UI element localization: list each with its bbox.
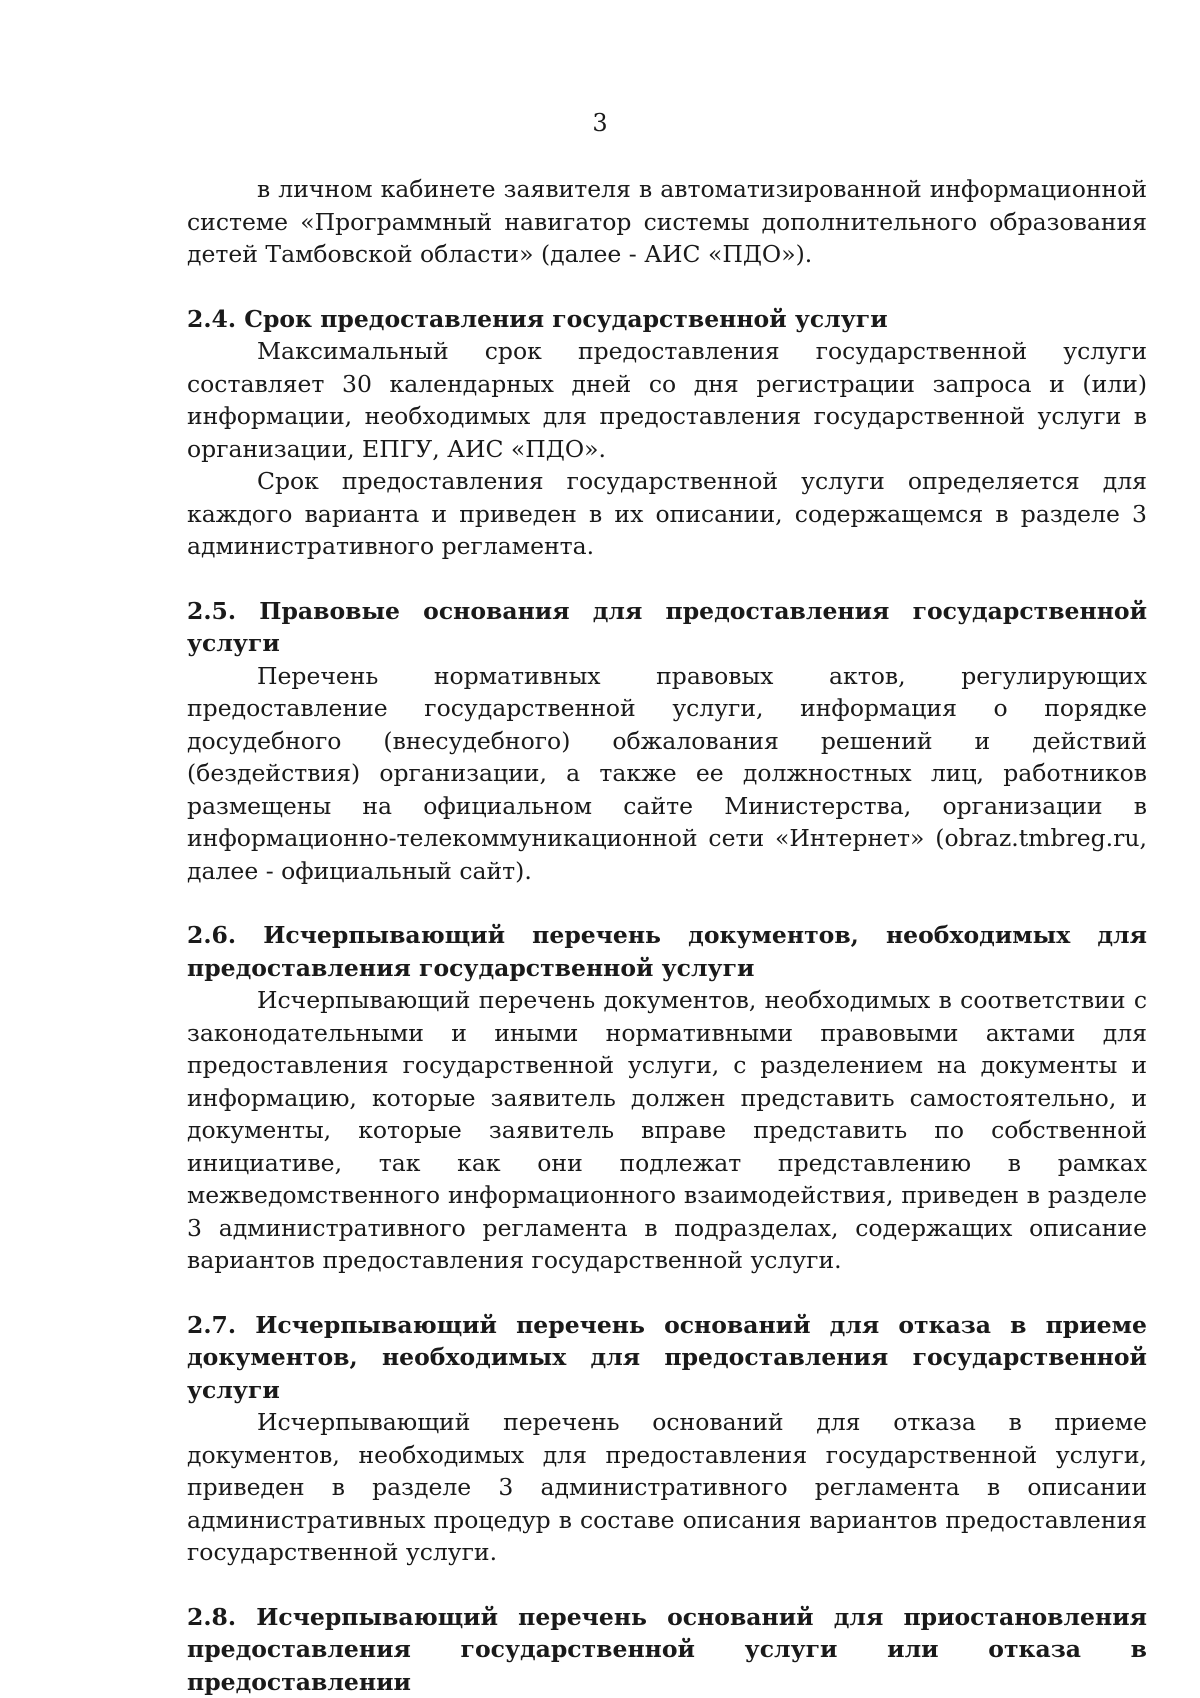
page-number: 3 bbox=[0, 108, 1200, 138]
section-heading: 2.7. Исчерпывающий перечень оснований для отказа в приеме документов, необходимых для предоставления государственной услуги bbox=[187, 1309, 1147, 1407]
section-2-6 bbox=[187, 919, 1147, 1277]
spacer bbox=[187, 563, 1147, 595]
section-2-8 bbox=[187, 1601, 1147, 1698]
document-body bbox=[187, 173, 1147, 1698]
spacer bbox=[187, 1277, 1147, 1309]
intro-paragraph: в личном кабинете заявителя в автоматизированной информационной системе «Программный навигатор системы дополнительного образования детей Тамбовской области» (далее - АИС «ПДО»). bbox=[187, 173, 1147, 271]
section-paragraph: Исчерпывающий перечень документов, необходимых в соответствии с законодательными и иными нормативными правовыми актами для предоставления государственной услуги, с разделением на документы и информацию, которые заявитель должен представить самостоятельно, и документы, которые заявитель вправе представить по собственной инициативе, так как они подлежат представлению в рамках межведомственного информационного взаимодействия, приведен в разделе 3 административного регламента в подразделах, содержащих описание вариантов предоставления государственной услуги. bbox=[187, 984, 1147, 1277]
spacer bbox=[187, 1569, 1147, 1601]
section-paragraph: Перечень нормативных правовых актов, регулирующих предоставление государственной услуги, информация о порядке досудебного (внесудебного) обжалования решений и действий (бездействия) организации, а также ее должностных лиц, работников размещены на официальном сайте Министерства, организации в информационно-телекоммуникационной сети «Интернет» (obraz.tmbreg.ru, далее - официальный сайт). bbox=[187, 660, 1147, 888]
section-paragraph: Исчерпывающий перечень оснований для отказа в приеме документов, необходимых для предоставления государственной услуги, приведен в разделе 3 административного регламента в описании административных процедур в составе описания вариантов предоставления государственной услуги. bbox=[187, 1406, 1147, 1569]
section-heading: 2.4. Срок предоставления государственной услуги bbox=[187, 303, 1147, 336]
section-heading: 2.5. Правовые основания для предоставления государственной услуги bbox=[187, 595, 1147, 660]
section-2-7 bbox=[187, 1309, 1147, 1569]
spacer bbox=[187, 887, 1147, 919]
section-2-4 bbox=[187, 303, 1147, 563]
section-paragraph: Максимальный срок предоставления государственной услуги составляет 30 календарных дней со дня регистрации запроса и (или) информации, необходимых для предоставления государственной услуги в организации, ЕПГУ, АИС «ПДО». bbox=[187, 335, 1147, 465]
section-2-5 bbox=[187, 595, 1147, 888]
section-paragraph: Срок предоставления государственной услуги определяется для каждого варианта и приведен в их описании, содержащемся в разделе 3 административного регламента. bbox=[187, 465, 1147, 563]
spacer bbox=[187, 271, 1147, 303]
section-heading: 2.8. Исчерпывающий перечень оснований для приостановления предоставления государственной услуги или отказа в предоставлении bbox=[187, 1601, 1147, 1698]
section-heading: 2.6. Исчерпывающий перечень документов, необходимых для предоставления государственной услуги bbox=[187, 919, 1147, 984]
